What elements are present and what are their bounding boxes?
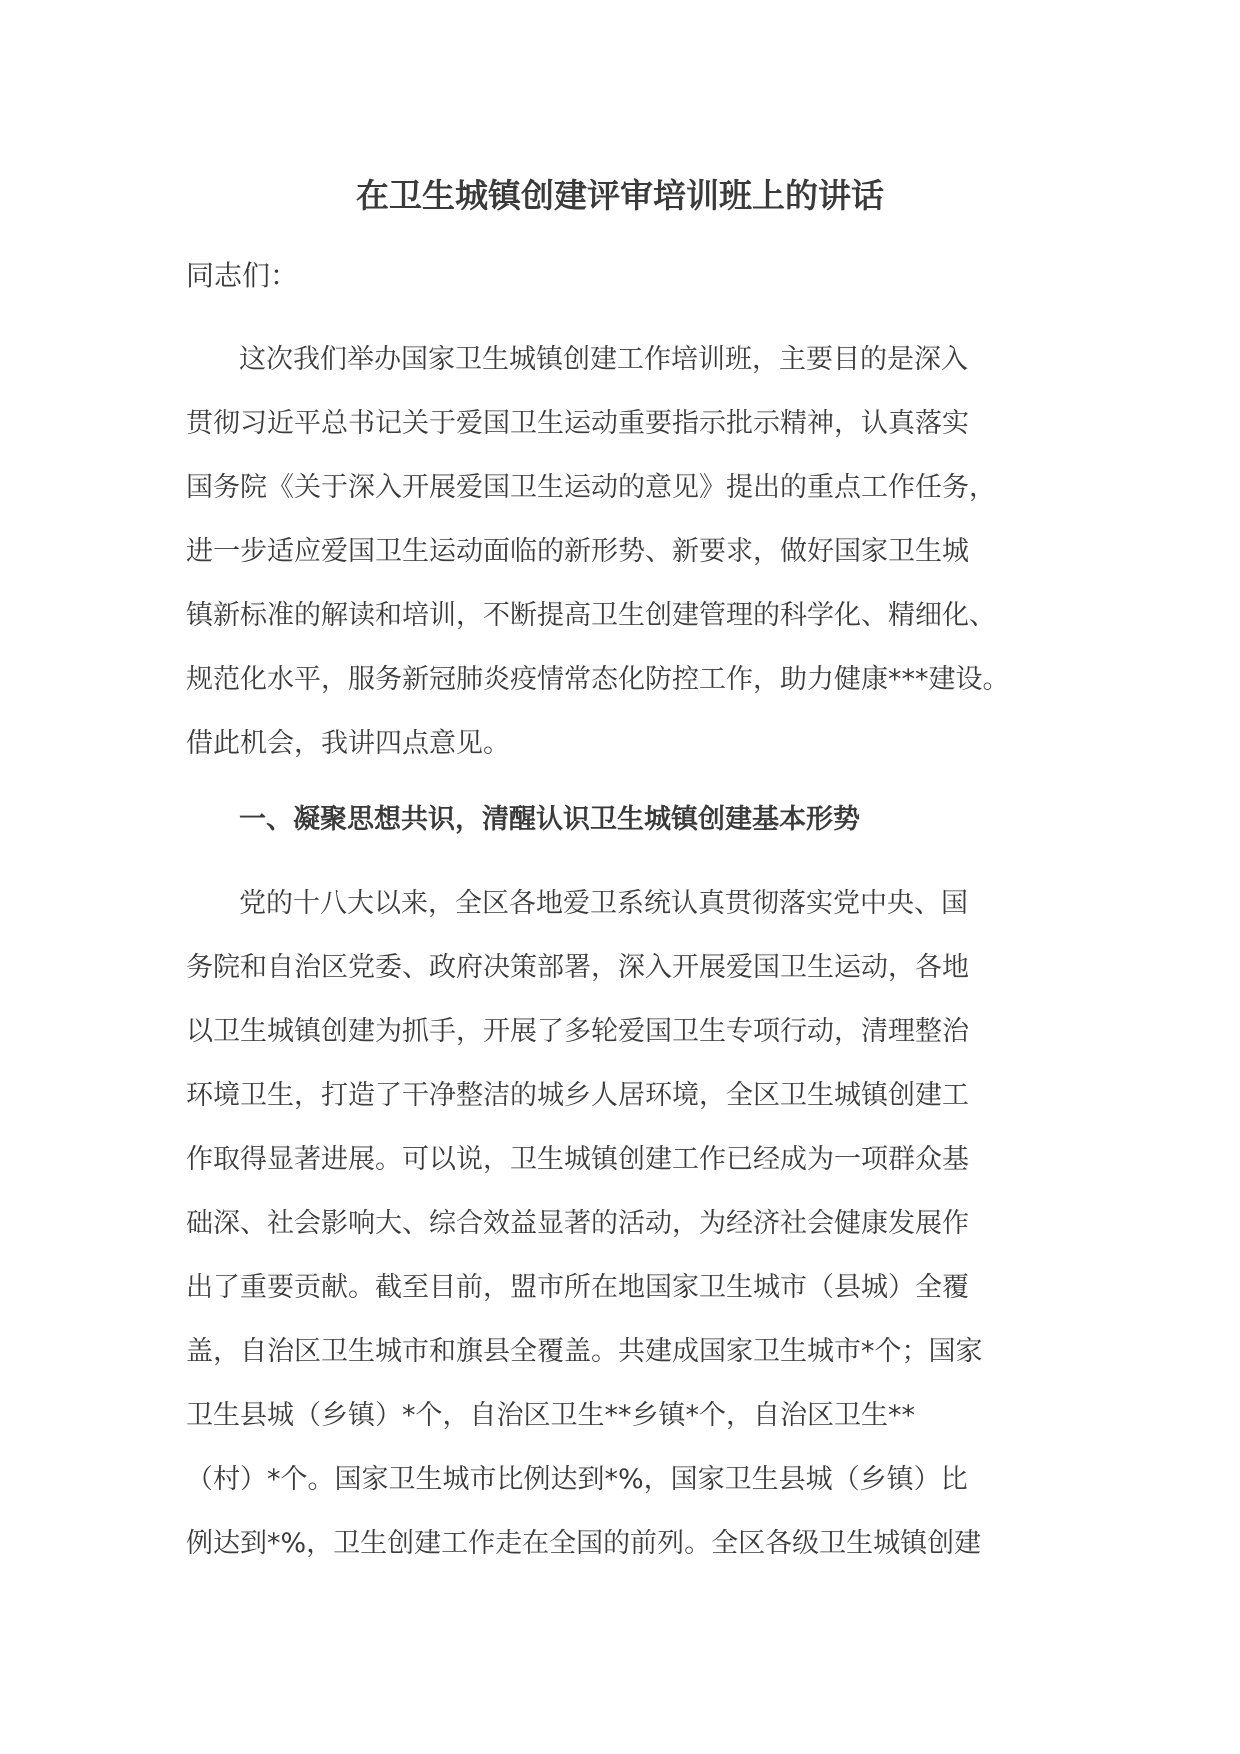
paragraph-line: 盖，自治区卫生城市和旗县全覆盖。共建成国家卫生城市*个；国家 [186,1336,983,1367]
paragraph-line: 作取得显著进展。可以说，卫生城镇创建工作已经成为一项群众基 [186,1144,969,1175]
paragraph-line: 础深、社会影响大、综合效益显著的活动，为经济社会健康发展作 [186,1208,969,1239]
paragraph-line: 进一步适应爱国卫生运动面临的新形势、新要求，做好国家卫生城 [186,536,969,567]
paragraph-line: 国务院《关于深入开展爱国卫生运动的意见》提出的重点工作任务， [186,472,996,503]
paragraph-line: 出了重要贡献。截至目前，盟市所在地国家卫生城市（县城）全覆 [186,1272,969,1303]
paragraph-line: 例达到*%，卫生创建工作走在全国的前列。全区各级卫生城镇创建 [186,1528,982,1559]
paragraph-line: 党的十八大以来，全区各地爱卫系统认真贯彻落实党中央、国 [239,888,968,919]
paragraph-intro [186,328,1056,776]
salutation: 同志们： [186,259,299,292]
paragraph-section-1 [186,872,1056,1576]
paragraph-line: 镇新标准的解读和培训，不断提高卫生创建管理的科学化、精细化、 [186,600,996,631]
paragraph-line: 规范化水平，服务新冠肺炎疫情常态化防控工作，助力健康***建设。 [186,664,1010,695]
paragraph-line: 卫生县城（乡镇）*个，自治区卫生**乡镇*个，自治区卫生** [186,1400,915,1431]
paragraph-line: 借此机会，我讲四点意见。 [186,728,510,759]
paragraph-line: 以卫生城镇创建为抓手，开展了多轮爱国卫生专项行动，清理整治 [186,1016,969,1047]
paragraph-line: 这次我们举办国家卫生城镇创建工作培训班，主要目的是深入 [239,344,968,375]
paragraph-line: 务院和自治区党委、政府决策部署，深入开展爱国卫生运动，各地 [186,952,969,983]
paragraph-line: 环境卫生，打造了干净整洁的城乡人居环境，全区卫生城镇创建工 [186,1080,969,1111]
paragraph-line: 贯彻习近平总书记关于爱国卫生运动重要指示批示精神，认真落实 [186,408,969,439]
paragraph-line: （村）*个。国家卫生城市比例达到*%，国家卫生县城（乡镇）比 [186,1464,968,1495]
document-title: 在卫生城镇创建评审培训班上的讲话 [356,176,884,215]
section-heading-1: 一、凝聚思想共识，清醒认识卫生城镇创建基本形势 [239,804,860,835]
